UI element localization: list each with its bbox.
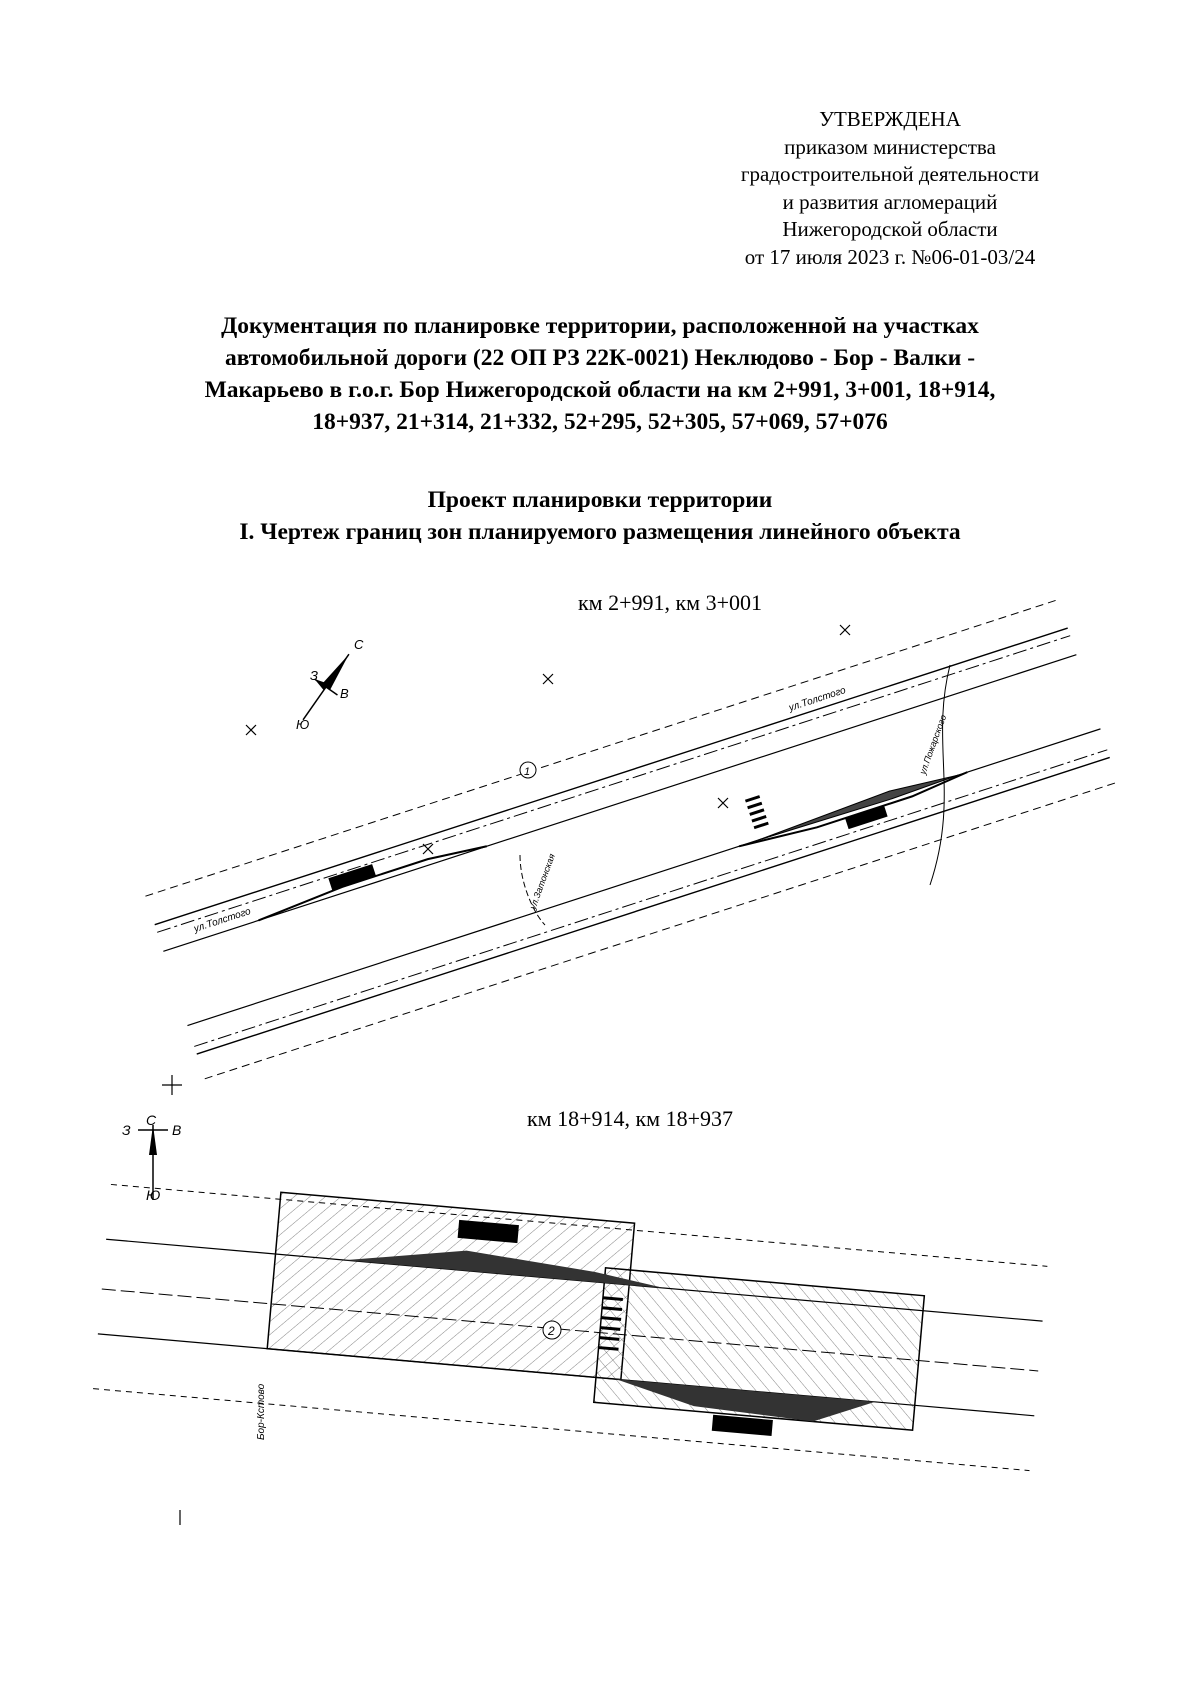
compass-south: Ю	[296, 717, 310, 732]
bus-pavilion	[712, 1415, 773, 1436]
compass-south: Ю	[146, 1187, 161, 1203]
hatched-zone	[756, 770, 958, 843]
road-edge	[163, 655, 1076, 952]
compass-north: С	[354, 637, 364, 652]
street-label: ул.Толстого	[192, 906, 253, 935]
street-label: Бор-Кстово	[256, 1383, 267, 1440]
approval-line: и развития агломераций	[782, 189, 998, 214]
drawing-caption-1: км 2+991, км 3+001	[577, 590, 763, 615]
title-line: автомобильной дороги (22 ОП РЗ 22К-0021) Неклюдово - Бор - Валки -	[224, 345, 976, 371]
approval-line: градостроительной деятельности	[740, 162, 1040, 186]
road-edge	[194, 750, 1107, 1047]
title-line: 18+937, 21+314, 21+332, 52+295, 52+305, 57+069, 57+076	[312, 409, 888, 435]
road-edge	[145, 600, 1058, 897]
approval-line: Нижегородской области	[782, 217, 998, 241]
street-label: ул.Толстого	[787, 685, 848, 714]
compass-west: З	[310, 668, 318, 683]
zone-marker-label: 2	[548, 1324, 555, 1338]
title-line: Документация по планировке территории, расположенной на участках	[221, 313, 979, 339]
approval-line: от 17 июля 2023 г. №06-01-03/24	[744, 244, 1036, 269]
project-title: Проект планировки территории	[427, 487, 773, 513]
approval-line: УТВЕРЖДЕНА	[819, 107, 961, 131]
document-title	[100, 310, 1100, 438]
road-edge	[197, 757, 1110, 1054]
zone-boundary-left	[267, 1192, 634, 1379]
title-line: Макарьево в г.о.г. Бор Нижегородской области на км 2+991, 3+001, 18+914,	[204, 377, 996, 403]
plan-drawing-1	[190, 625, 1060, 1045]
compass-east: В	[172, 1122, 182, 1138]
approval-line: приказом министерства	[784, 134, 996, 159]
project-subtitle: I. Чертеж границ зон планируемого размещения линейного объекта	[239, 519, 961, 545]
compass-north: С	[146, 1112, 157, 1128]
road-edge	[205, 782, 1118, 1079]
side-road	[930, 665, 950, 885]
approval-stamp	[680, 106, 1100, 271]
crosswalk	[745, 796, 768, 827]
street-label: ул.Пожарского	[917, 713, 949, 776]
compass-rose	[292, 646, 361, 728]
project-heading	[100, 484, 1100, 548]
street-label: ул.Затонская	[527, 852, 557, 911]
compass-east: В	[340, 686, 349, 701]
survey-marks	[162, 1075, 182, 1525]
compass-west: З	[122, 1122, 131, 1138]
zone-marker-label: 1	[524, 766, 531, 778]
road-edge	[155, 628, 1068, 925]
drawing-caption-2: км 18+914, км 18+937	[526, 1106, 734, 1131]
